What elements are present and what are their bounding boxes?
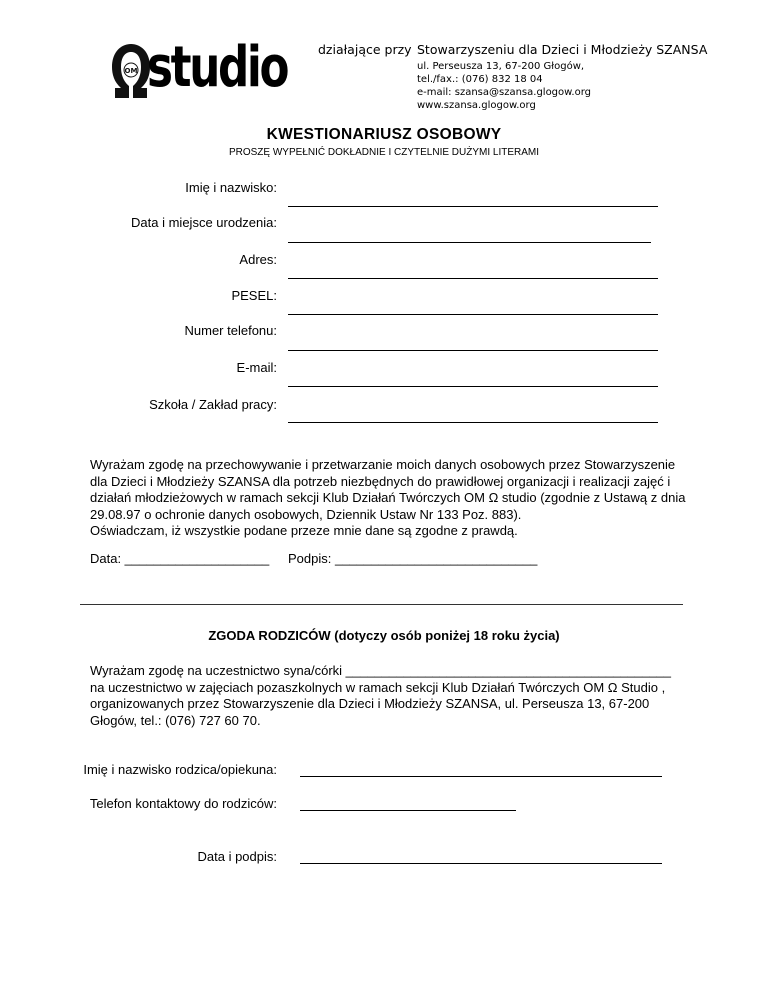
org-phone: tel./fax.: (076) 832 18 04	[417, 74, 543, 85]
field-line-school[interactable]	[288, 421, 658, 423]
omega-logo-icon	[111, 40, 151, 102]
form-title: KWESTIONARIUSZ OSOBOWY	[266, 126, 502, 143]
parent-name-label: Imię i nazwisko rodzica/opiekuna:	[83, 762, 277, 777]
data-consent	[90, 457, 690, 540]
child-name-line[interactable]: _____________________________________________	[345, 663, 672, 678]
field-label-phone: Numer telefonu:	[184, 323, 277, 338]
field-line-address[interactable]	[288, 277, 658, 279]
form-subtitle: PROSZĘ WYPEŁNIĆ DOKŁADNIE I CZYTELNIE DUŻYMI LITERAMI	[228, 147, 540, 158]
parent-phone-line[interactable]	[300, 809, 516, 811]
signature-field[interactable]: Podpis: ____________________________	[288, 551, 538, 566]
org-email: e-mail: szansa@szansa.glogow.org	[417, 87, 591, 98]
parents-consent	[90, 663, 690, 729]
field-line-birth[interactable]	[288, 241, 651, 243]
parents-consent-lead: Wyrażam zgodę na uczestnictwo syna/córki	[90, 663, 343, 678]
org-website: www.szansa.glogow.org	[417, 100, 536, 111]
logo-wordmark: studio	[147, 35, 288, 100]
org-name: Stowarzyszeniu dla Dzieci i Młodzieży SZANSA	[417, 42, 708, 57]
section-divider	[80, 604, 683, 605]
parent-date-signature-line[interactable]	[300, 862, 662, 864]
date-field[interactable]: Data: ____________________	[90, 551, 270, 566]
declaration-text: Oświadczam, iż wszystkie podane przeze mnie dane są zgodne z prawdą.	[90, 523, 518, 538]
field-label-school: Szkoła / Zakład pracy:	[149, 397, 277, 412]
field-label-name: Imię i nazwisko:	[185, 180, 277, 195]
parent-phone-label: Telefon kontaktowy do rodziców:	[89, 796, 277, 811]
field-label-address: Adres:	[239, 252, 277, 267]
field-line-pesel[interactable]	[288, 313, 658, 315]
consent-text: Wyrażam zgodę na przechowywanie i przetwarzanie moich danych osobowych przez Stowarzyszenie dla Dzieci i Młodzieży SZANSA dla potrzeb niezbędnych do prawidłowej organizacji i realizacji zajęć i działań młodzieżowych w ramach sekcji Klub Działań Twórczych OM Ω studio (zgodnie z Ustawą z dnia 29.08.97 o ochronie danych osobowych, Dziennik Ustaw Nr 133 Poz. 883).	[90, 457, 686, 522]
studio-logo	[111, 35, 311, 102]
svg-text:OM: OM	[124, 67, 138, 75]
parent-name-line[interactable]	[300, 775, 662, 777]
field-line-phone[interactable]	[288, 349, 658, 351]
field-label-email: E-mail:	[236, 360, 277, 375]
org-intro: działające przy	[318, 42, 412, 57]
field-line-email[interactable]	[288, 385, 658, 387]
parents-title: ZGODA RODZICÓW (dotyczy osób poniżej 18 roku życia)	[208, 628, 560, 643]
field-label-pesel: PESEL:	[231, 288, 277, 303]
org-address: ul. Perseusza 13, 67-200 Głogów,	[417, 61, 585, 72]
parent-date-signature-label: Data i podpis:	[197, 849, 277, 864]
parents-consent-text: na uczestnictwo w zajęciach pozaszkolnych w ramach sekcji Klub Działań Twórczych OM Ω Studio , organizowanych przez Stowarzyszenie dla Dzieci i Młodzieży SZANSA, ul. Perseusza 13, 67-200 Głogów, tel.: (076) 727 60 70.	[90, 679, 666, 728]
field-line-name[interactable]	[288, 205, 658, 207]
field-label-birth: Data i miejsce urodzenia:	[131, 215, 277, 230]
